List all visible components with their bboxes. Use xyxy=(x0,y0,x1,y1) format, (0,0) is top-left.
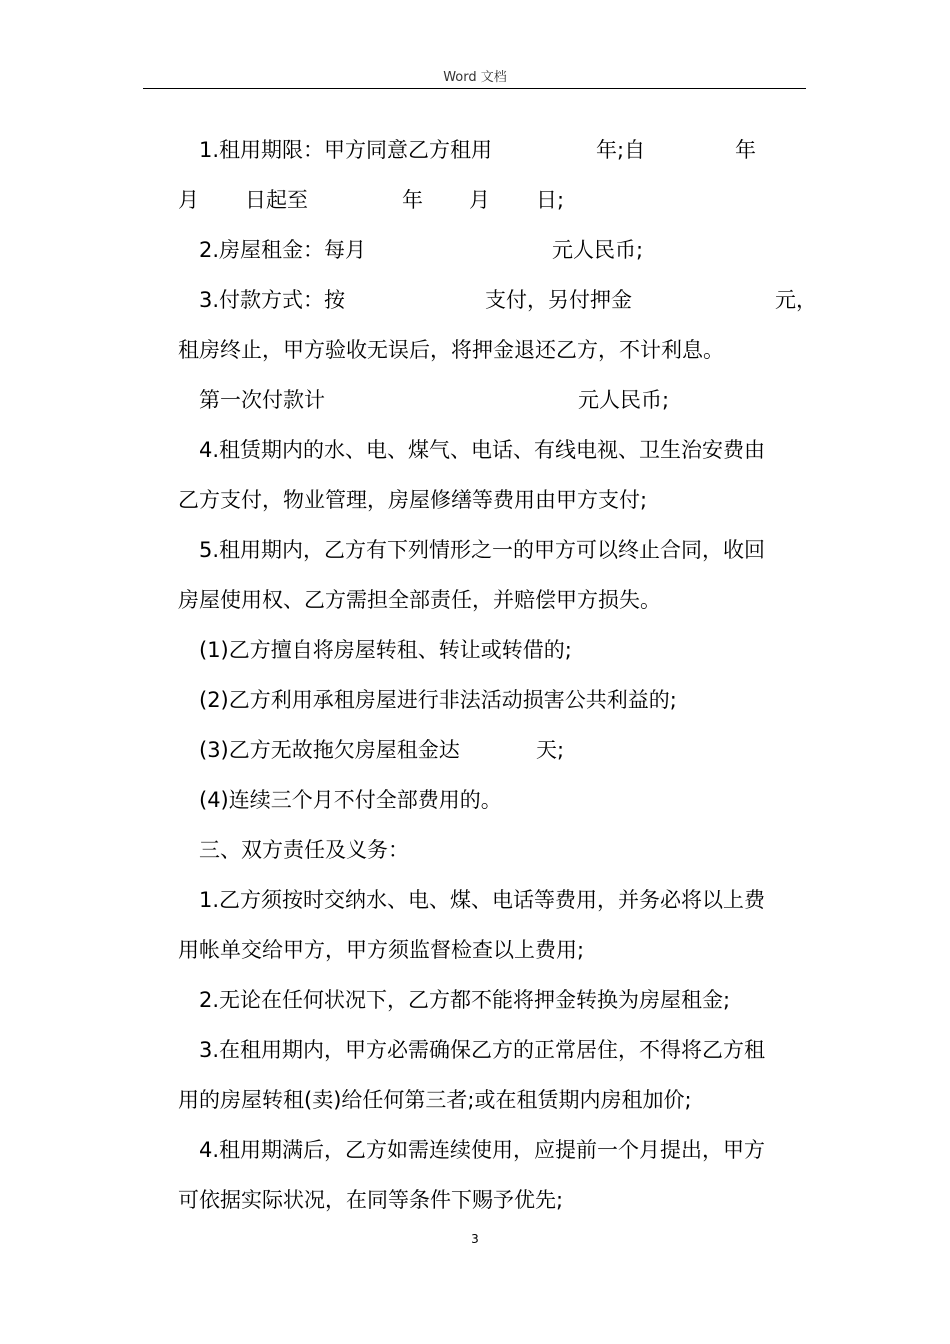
clause-4-line-1: 4.租赁期内的水、电、煤气、电话、有线电视、卫生治安费由 xyxy=(199,438,766,462)
clause-5-item-3: (3)乙方无故拖欠房屋租金达 xyxy=(199,738,460,762)
page-header-title: Word 文档 xyxy=(443,70,507,85)
clause-2-rent-line: 2.房屋租金：每月 xyxy=(199,238,367,262)
clause-5-item-1: (1)乙方擅自将房屋转租、转让或转借的; xyxy=(199,638,572,662)
clause-5-item-3-days: 天; xyxy=(536,738,565,762)
duty-3-line-1: 3.在租用期内，甲方必需确保乙方的正常居住，不得将乙方租 xyxy=(199,1038,766,1062)
clause-1-term-line: 1.租用期限：甲方同意乙方租用 xyxy=(199,138,493,162)
clause-5-line-1: 5.租用期内，乙方有下列情形之一的甲方可以终止合同，收回 xyxy=(199,538,766,562)
clause-3-deposit-return: 租房终止，甲方验收无误后，将押金退还乙方，不计利息。 xyxy=(178,338,724,362)
page-number: 3 xyxy=(471,1232,479,1246)
section-3-heading: 三、双方责任及义务： xyxy=(199,838,409,862)
clause-1-end-month: 月 xyxy=(469,188,490,212)
duty-4-line-2: 可依据实际状况，在同等条件下赐予优先; xyxy=(178,1188,564,1212)
clause-5-item-4: (4)连续三个月不付全部费用的。 xyxy=(199,788,502,812)
header-divider xyxy=(143,88,806,89)
clause-1-month: 月 xyxy=(178,188,199,212)
clause-3-deposit-text: 支付，另付押金 xyxy=(485,288,632,312)
duty-3-line-2: 用的房屋转租(卖)给任何第三者;或在租赁期内房租加价; xyxy=(178,1088,692,1112)
clause-5-item-2: (2)乙方利用承租房屋进行非法活动损害公共利益的; xyxy=(199,688,677,712)
duty-1-line-2: 用帐单交给甲方，甲方须监督检查以上费用; xyxy=(178,938,585,962)
clause-5-line-2: 房屋使用权、乙方需担全部责任，并赔偿甲方损失。 xyxy=(178,588,661,612)
clause-1-year: 年 xyxy=(735,138,756,162)
clause-3-yuan: 元， xyxy=(775,288,817,312)
clause-3-payment-line: 3.付款方式：按 xyxy=(199,288,346,312)
clause-1-end-year: 年 xyxy=(402,188,423,212)
clause-2-rent-unit: 元人民币; xyxy=(552,238,644,262)
clause-1-end-day: 日; xyxy=(536,188,565,212)
clause-1-day-until: 日起至 xyxy=(245,188,308,212)
clause-1-year-from: 年;自 xyxy=(596,138,646,162)
duty-2-line: 2.无论在任何状况下，乙方都不能将押金转换为房屋租金; xyxy=(199,988,731,1012)
duty-4-line-1: 4.租用期满后，乙方如需连续使用，应提前一个月提出，甲方 xyxy=(199,1138,766,1162)
clause-4-line-2: 乙方支付，物业管理，房屋修缮等费用由甲方支付; xyxy=(178,488,648,512)
first-payment-unit: 元人民币; xyxy=(578,388,670,412)
duty-1-line-1: 1.乙方须按时交纳水、电、煤、电话等费用，并务必将以上费 xyxy=(199,888,766,912)
first-payment-line: 第一次付款计 xyxy=(199,388,325,412)
